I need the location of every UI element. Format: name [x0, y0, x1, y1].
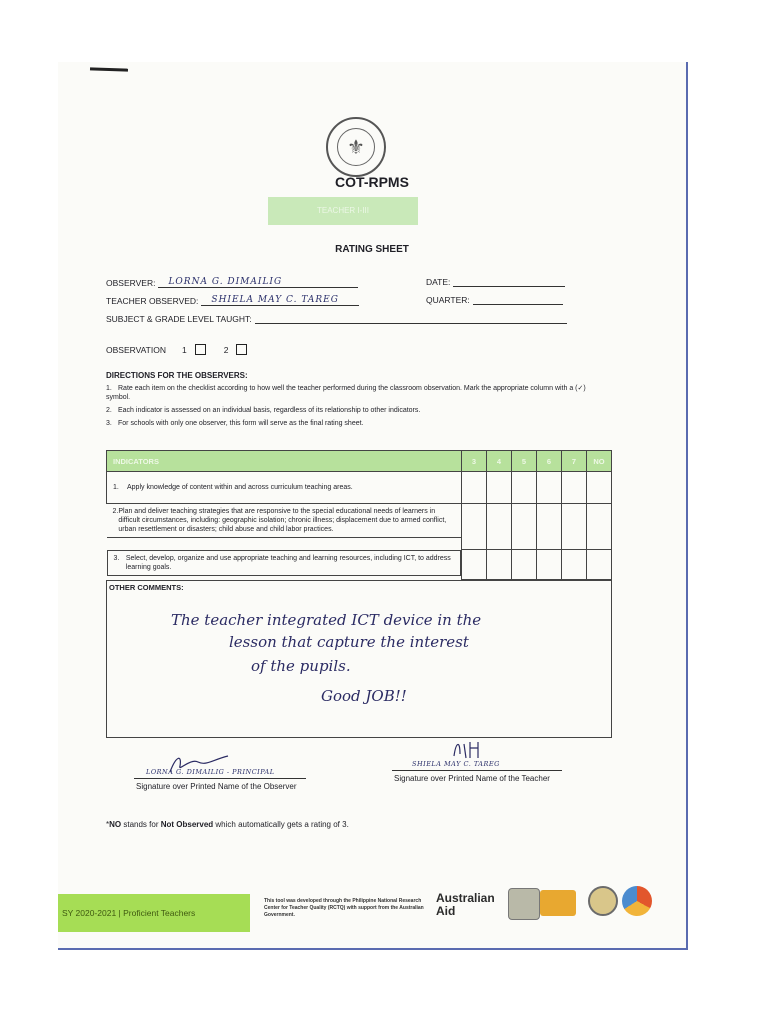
observer-signature-line [134, 778, 306, 779]
rating-cell[interactable] [512, 504, 537, 550]
comment-line: Good JOB!! [321, 687, 407, 705]
australian-aid-logo: Australian Aid [436, 891, 495, 918]
rating-cell[interactable] [512, 472, 537, 504]
col-header: 7 [562, 451, 587, 472]
rating-cell[interactable] [487, 472, 512, 504]
rating-cell[interactable] [487, 550, 512, 580]
rctq-logo-icon [622, 886, 652, 916]
observer-field [106, 276, 358, 288]
teacher-label: TEACHER OBSERVED: [106, 296, 199, 306]
indicators-header: INDICATORS [107, 451, 462, 472]
indicators-table [106, 450, 612, 580]
teacher-signature-label: Signature over Printed Name of the Teacher [394, 774, 550, 783]
observer-label: OBSERVER: [106, 278, 156, 288]
page-title: COT-RPMS [335, 174, 409, 190]
rating-cell[interactable] [562, 472, 587, 504]
observer-signature-label: Signature over Printed Name of the Observer [136, 782, 297, 791]
observation-label: OBSERVATION [106, 344, 166, 355]
rating-cell[interactable] [537, 472, 562, 504]
teacher-name: SHIELA MAY C. TAREG [412, 760, 500, 768]
comment-line: The teacher integrated ICT device in the [171, 611, 482, 629]
col-header: 6 [537, 451, 562, 472]
directions-title: DIRECTIONS FOR THE OBSERVERS: [106, 371, 248, 380]
comments-label: OTHER COMMENTS: [109, 583, 184, 592]
rating-cell[interactable] [487, 504, 512, 550]
direction-item: 1. Rate each item on the checklist according to how well the teacher performed during the classroom observation. Mark the appropriate column with a (✓) symbol. [106, 385, 586, 401]
rating-sheet-page [58, 62, 688, 950]
col-header: 4 [487, 451, 512, 472]
observation-opt1: 1 [182, 344, 187, 355]
observation-row [106, 344, 247, 355]
date-field [426, 275, 565, 287]
map-logo-icon [540, 890, 576, 916]
footnote: *NO stands for Not Observed which automatically gets a rating of 3. [106, 820, 349, 829]
col-header: NO [587, 451, 612, 472]
col-header: 3 [462, 451, 487, 472]
rating-cell[interactable] [462, 504, 487, 550]
footer-credit: This tool was developed through the Philippine National Research Center for Teacher Quality (RCTQ) with support from the Australian Government. [264, 898, 424, 918]
observation-1-checkbox[interactable] [195, 344, 206, 355]
rating-cell[interactable] [462, 550, 487, 580]
table-header-row [107, 451, 612, 472]
direction-item: 3. For schools with only one observer, this form will serve as the final rating sheet. [106, 420, 364, 427]
subject-label: SUBJECT & GRADE LEVEL TAUGHT: [106, 314, 252, 324]
observation-2-checkbox[interactable] [236, 344, 247, 355]
table-row: 1. Apply knowledge of content within and across curriculum teaching areas. [107, 472, 612, 504]
rating-cell[interactable] [562, 504, 587, 550]
seal-logo-icon [588, 886, 618, 916]
comments-box [106, 580, 612, 738]
teacher-value: SHIELA MAY C. TAREG [211, 295, 339, 305]
rating-cell[interactable] [462, 472, 487, 504]
qr-logo-icon [508, 888, 540, 920]
observer-name: LORNA G. DIMAILIG - PRINCIPAL [146, 768, 275, 776]
table-row: 3. Select, develop, organize and use appropriate teaching and learning resources, including ICT, to address learning goals. [107, 550, 612, 580]
comment-line: of the pupils. [251, 657, 351, 675]
col-header: 5 [512, 451, 537, 472]
scan-mark [90, 67, 128, 71]
page-subtitle: RATING SHEET [335, 244, 409, 255]
teacher-field [106, 294, 359, 306]
rating-cell[interactable] [512, 550, 537, 580]
quarter-label: QUARTER: [426, 295, 470, 305]
deped-seal-icon: ⚜ [326, 117, 386, 177]
observation-opt2: 2 [223, 344, 229, 355]
subject-field [106, 312, 567, 324]
comment-line: lesson that capture the interest [229, 633, 469, 651]
quarter-field [426, 293, 563, 305]
observer-value: LORNA G. DIMAILIG [168, 277, 283, 287]
direction-item: 2. Each indicator is assessed on an individual basis, regardless of its relationship to other indicators. [106, 407, 421, 414]
rating-cell[interactable] [587, 550, 612, 580]
teacher-signature-icon [448, 738, 488, 762]
rating-cell[interactable] [537, 504, 562, 550]
table-row: 2. Plan and deliver teaching strategies that are responsive to the special educational needs of learners in difficult circumstances, including: geographic isolation; chronic illness; displacement due to armed conflict, urban resettlement or disasters; child abuse and child labor practices. [107, 504, 612, 550]
rating-cell[interactable] [537, 550, 562, 580]
footer-banner: SY 2020-2021 | Proficient Teachers [58, 894, 250, 932]
rating-cell[interactable] [587, 504, 612, 550]
date-label: DATE: [426, 277, 451, 287]
title-band: TEACHER I-III [268, 197, 418, 225]
rating-cell[interactable] [562, 550, 587, 580]
teacher-signature-line [392, 770, 562, 771]
rating-cell[interactable] [587, 472, 612, 504]
